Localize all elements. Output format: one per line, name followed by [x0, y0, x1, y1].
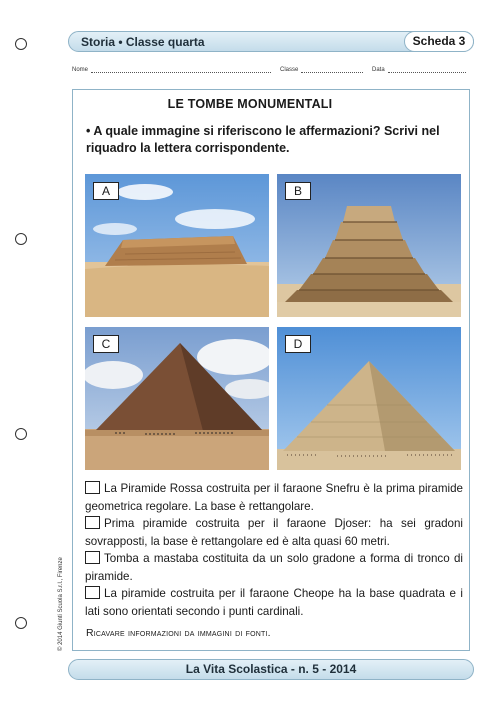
date-field[interactable] [372, 67, 466, 73]
footer-bar: La Vita Scolastica - n. 5 - 2014 [68, 659, 474, 680]
answer-checkbox-2[interactable] [85, 516, 100, 529]
answer-checkbox-3[interactable] [85, 551, 100, 564]
answer-checkbox-4[interactable] [85, 586, 100, 599]
header-subject: Storia • Classe quarta [81, 35, 205, 49]
date-line [388, 67, 466, 73]
photo-d-great-pyramid [277, 327, 461, 470]
answer-text: La piramide costruita per il faraone Cheope ha la base quadrata e i lati sono orientati secondo i punti cardinali. [85, 587, 463, 618]
photo-b-step-pyramid [277, 174, 461, 317]
photo-letter-badge: B [285, 182, 311, 200]
copyright-notice: © 2014 Giunti Scuola S.r.l., Firenze [58, 557, 64, 651]
photo-c-red-pyramid [85, 327, 269, 470]
binder-hole-lower [15, 428, 27, 440]
answer-text: Tomba a mastaba costituita da un solo gradone a forma di tronco di piramide. [85, 552, 463, 583]
binder-hole-upper [15, 233, 27, 245]
answer-item [85, 585, 463, 620]
class-line [301, 67, 363, 73]
answer-text: Prima piramide costruita per il faraone Djoser: ha sei gradoni sovrapposti, la base è rettangolare ed è alta quasi 60 metri. [85, 517, 463, 548]
question-text: • A quale immagine si riferiscono le affermazioni? Scrivi nel riquadro la lettera corrispondente. [86, 124, 440, 155]
worksheet-title: LE TOMBE MONUMENTALI [167, 97, 333, 111]
photo-letter-badge: A [93, 182, 119, 200]
answer-item [85, 515, 463, 550]
name-field[interactable] [72, 67, 271, 73]
photo-letter-badge: C [93, 335, 119, 353]
answer-item [85, 480, 463, 515]
photo-a-mastaba [85, 174, 269, 317]
answer-list [85, 480, 463, 620]
photo-letter-badge: D [285, 335, 311, 353]
skill-footnote: Ricavare informazioni da immagini di fonti. [86, 627, 271, 639]
name-line [91, 67, 271, 73]
answer-checkbox-1[interactable] [85, 481, 100, 494]
sheet-label: Scheda 3 [404, 31, 474, 52]
date-label: Data [372, 67, 385, 73]
name-label: Nome [72, 67, 89, 73]
binder-hole-top [15, 38, 27, 50]
answer-item [85, 550, 463, 585]
binder-hole-bottom [15, 617, 27, 629]
answer-text: La Piramide Rossa costruita per il faraone Snefru è la prima piramide geometrica regolare. La base è rettangolare. [85, 482, 463, 513]
header-bar [68, 31, 474, 52]
student-fields [72, 67, 472, 79]
class-field[interactable] [280, 67, 363, 73]
class-label: Classe [280, 67, 299, 73]
